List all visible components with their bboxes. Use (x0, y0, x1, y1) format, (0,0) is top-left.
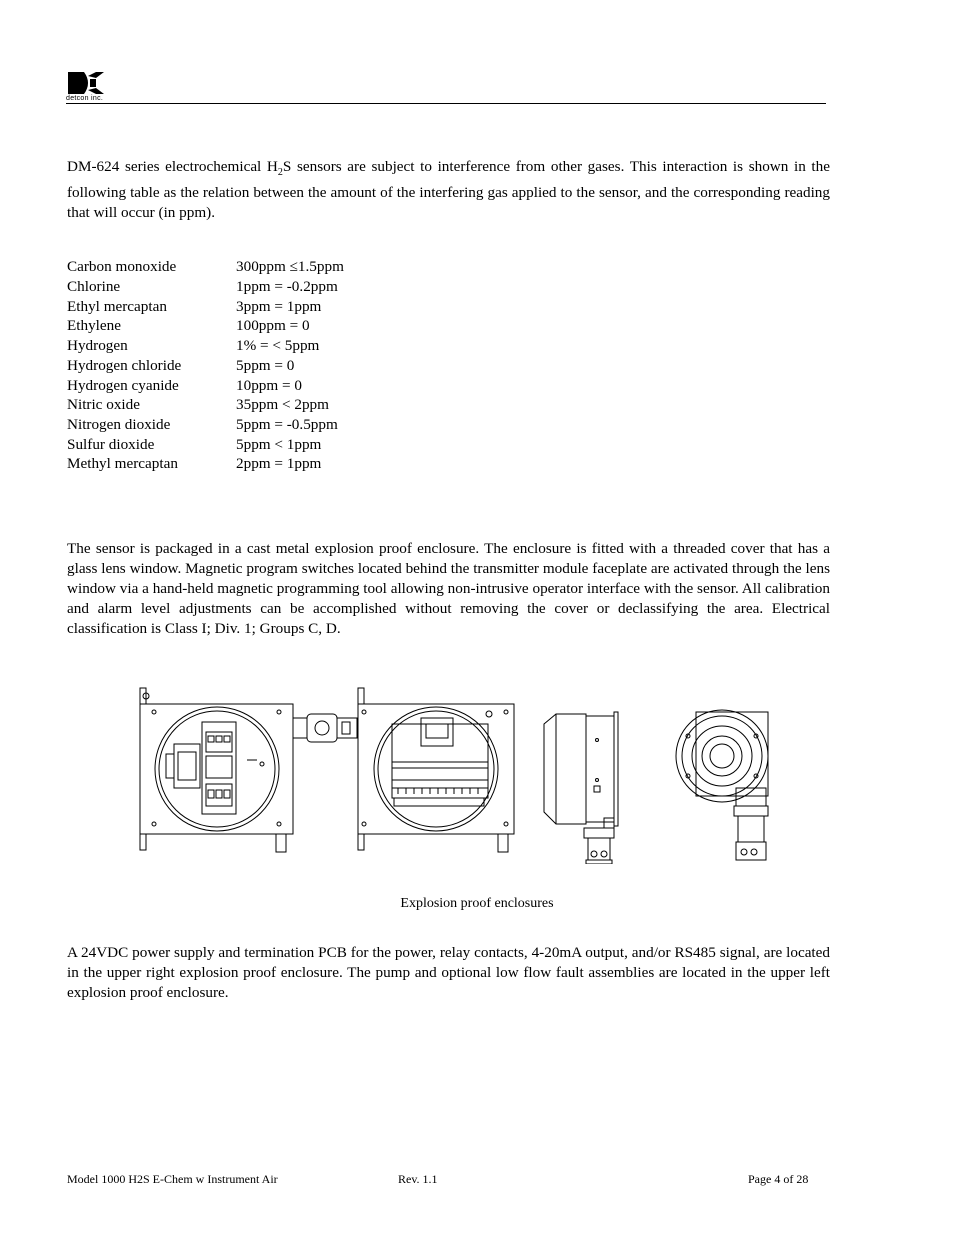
gas-response: 35ppm < 2ppm (236, 396, 329, 413)
intro-text-a: DM-624 series electrochemical H (67, 158, 278, 175)
gas-response: 2ppm = 1ppm (236, 455, 322, 472)
table-row (67, 415, 467, 435)
table-row (67, 356, 467, 376)
connecting-pipe-drawing (293, 714, 357, 742)
gas-name: Hydrogen chloride (67, 357, 182, 374)
gas-name: Hydrogen cyanide (67, 377, 179, 394)
footer-revision: Rev. 1.1 (398, 1172, 438, 1186)
pcb-enclosure-drawing (358, 688, 514, 852)
table-row (67, 395, 467, 415)
footer-model: Model 1000 H2S E-Chem w Instrument Air (67, 1172, 278, 1186)
gas-response: 5ppm < 1ppm (236, 436, 322, 453)
table-row (67, 376, 467, 396)
enclosure-paragraph: The sensor is packaged in a cast metal explosion proof enclosure. The enclosure is fitted with a threaded cover that has a glass lens window. Magnetic program switches located behind the transmitter module faceplate are activated through the lens window via a hand-held magnetic programming tool allowing non-intrusive operator interface with the sensor. All calibration and alarm level adjustments can be accomplished without removing the cover or declassifying the area. Electrical classification is Class I; Div. 1; Groups C, D. (67, 540, 830, 637)
gas-response: 1% = < 5ppm (236, 337, 320, 354)
header-rule (66, 103, 826, 104)
gas-name: Hydrogen (67, 337, 128, 354)
intro-paragraph (67, 157, 830, 223)
table-row (67, 257, 467, 277)
power-paragraph: A 24VDC power supply and termination PCB for the power, relay contacts, 4-20mA output, and/or RS485 signal, are located in the upper right explosion proof enclosure. The pump and optional low flow fault assemblies are located in the upper left explosion proof enclosure. (67, 944, 830, 1001)
side-view-drawing (544, 712, 618, 864)
gas-name: Methyl mercaptan (67, 455, 178, 472)
gas-response: 5ppm = -0.5ppm (236, 416, 338, 433)
logo-text: detcon inc. (66, 95, 104, 102)
intro-text-b: S sensors are subject to interference from other gases. This interaction is shown in the following table as the relation between the amount of the interfering gas applied to the sensor, and the corresponding reading that will occur (in ppm). (67, 158, 830, 222)
gas-name: Nitric oxide (67, 396, 140, 413)
enclosures-figure (136, 684, 826, 864)
gas-response: 1ppm = -0.2ppm (236, 278, 338, 295)
gas-response: 300ppm ≤1.5ppm (236, 258, 344, 275)
table-row (67, 336, 467, 356)
gas-name: Carbon monoxide (67, 258, 177, 275)
gas-name: Ethylene (67, 317, 121, 334)
gas-name: Chlorine (67, 278, 121, 295)
table-row (67, 316, 467, 336)
gas-response: 100ppm = 0 (236, 317, 310, 334)
table-row (67, 454, 467, 474)
gas-response: 10ppm = 0 (236, 377, 302, 394)
gas-name: Ethyl mercaptan (67, 298, 167, 315)
gas-name: Nitrogen dioxide (67, 416, 171, 433)
pump-enclosure-drawing (140, 688, 293, 852)
gas-response: 3ppm = 1ppm (236, 298, 322, 315)
table-row (67, 297, 467, 317)
front-view-drawing (676, 710, 768, 860)
footer-page-number: Page 4 of 28 (748, 1172, 809, 1186)
table-row (67, 277, 467, 297)
gas-response: 5ppm = 0 (236, 357, 295, 374)
gas-name: Sulfur dioxide (67, 436, 155, 453)
figure-caption: Explosion proof enclosures (400, 896, 554, 911)
table-row (67, 435, 467, 455)
intro-subscript: 2 (277, 167, 283, 179)
